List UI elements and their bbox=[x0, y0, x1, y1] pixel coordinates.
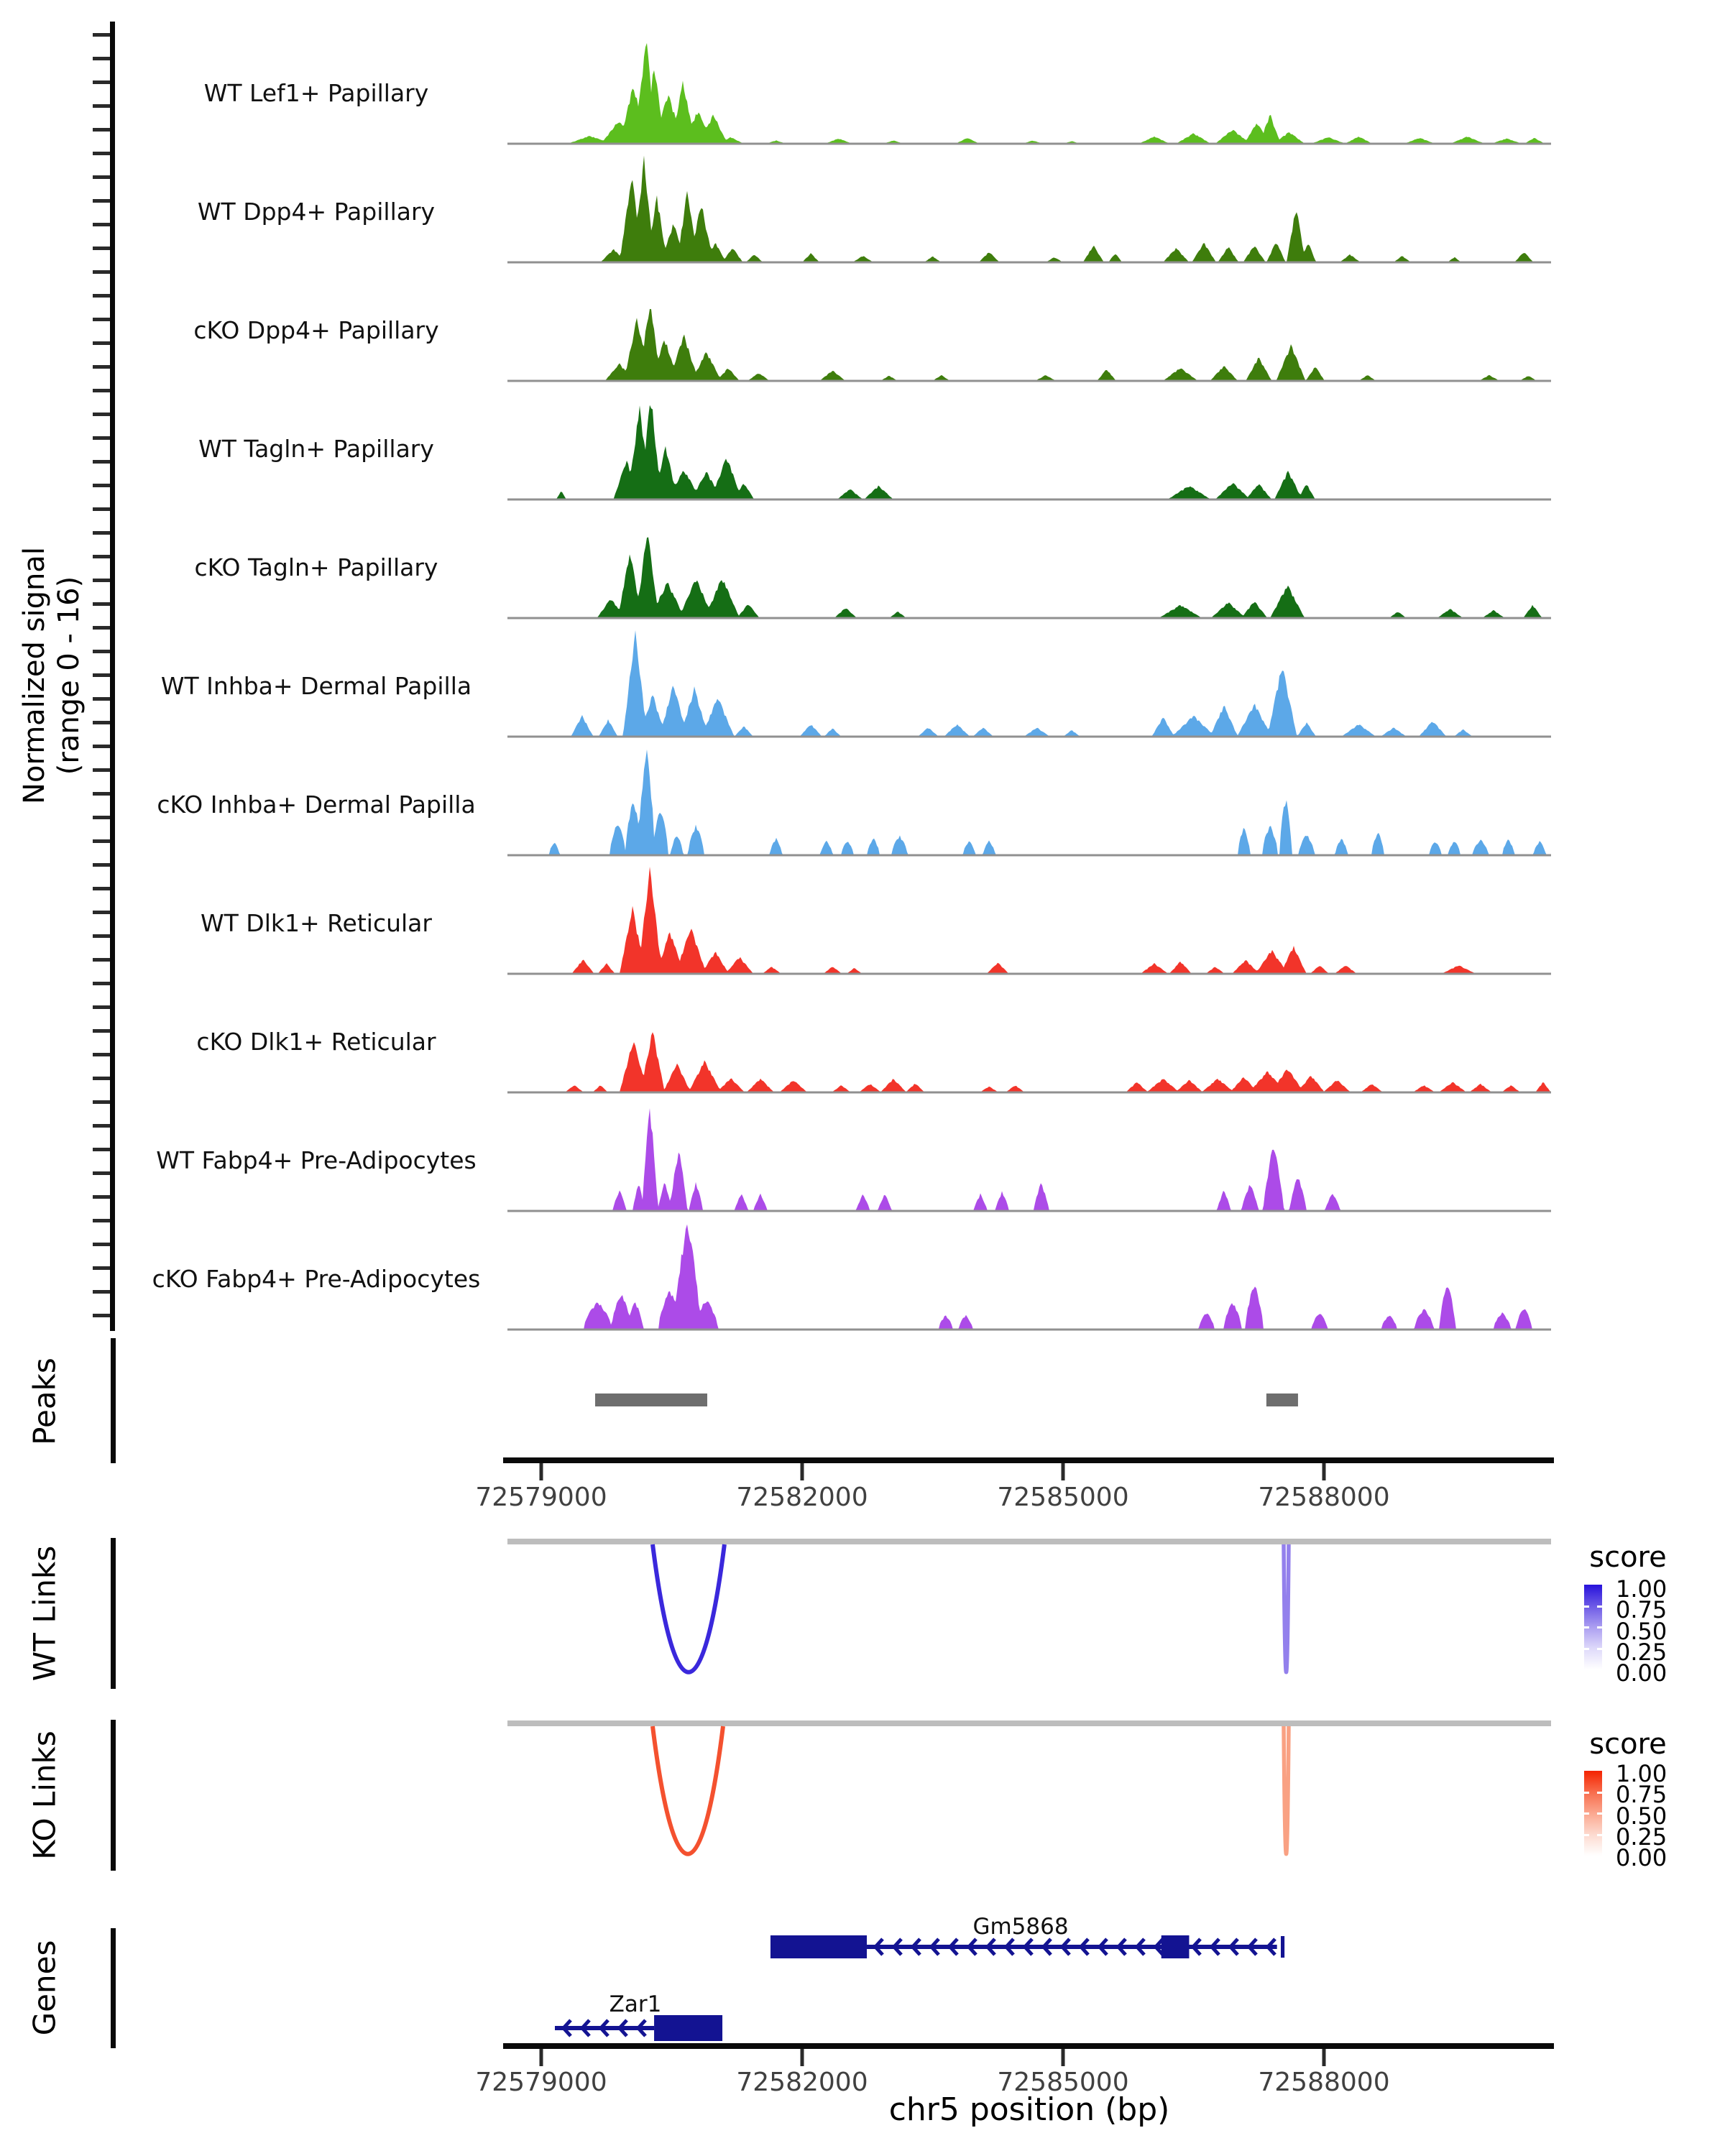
track-label-10: cKO Fabp4+ Pre-Adipocytes bbox=[152, 1265, 481, 1293]
y-axis-tick bbox=[93, 768, 110, 772]
coverage-area-track-8 bbox=[507, 1032, 1551, 1092]
y-axis-tick bbox=[93, 839, 110, 843]
y-axis-tick bbox=[93, 484, 110, 487]
coverage-area-track-5 bbox=[507, 630, 1551, 737]
wt-links-colorbar-tick bbox=[1597, 1626, 1602, 1628]
wt-links-baseline bbox=[507, 1539, 1551, 1544]
track-baseline-1 bbox=[507, 262, 1551, 264]
peaks-x-axis-line bbox=[503, 1457, 1554, 1463]
y-axis-tick bbox=[93, 341, 110, 345]
ko-links-colorbar-tick bbox=[1584, 1812, 1589, 1815]
y-axis-tick bbox=[93, 365, 110, 369]
peaks-x-axis-tick-label-2: 72585000 bbox=[997, 1483, 1129, 1512]
y-axis-tick bbox=[93, 602, 110, 606]
track-label-4: cKO Tagln+ Papillary bbox=[194, 553, 438, 581]
wt-links-colorbar-tick bbox=[1584, 1626, 1589, 1628]
track-baseline-0 bbox=[507, 143, 1551, 145]
wt-links-axis-bar bbox=[111, 1538, 116, 1689]
ko-links-colorbar-tick bbox=[1597, 1812, 1602, 1815]
genes-x-axis-tick-label-0: 72579000 bbox=[475, 2068, 607, 2097]
y-axis-tick bbox=[93, 389, 110, 392]
y-axis-tick bbox=[93, 911, 110, 914]
ko-links-arc-1 bbox=[1284, 1726, 1289, 1854]
peaks-x-axis-tick-3 bbox=[1322, 1463, 1326, 1480]
y-axis-tick bbox=[93, 792, 110, 796]
y-axis-tick bbox=[93, 1243, 110, 1246]
y-axis-tick bbox=[93, 1148, 110, 1151]
genes-x-axis-tick-2 bbox=[1062, 2049, 1065, 2066]
ko-links-legend-label-4: 0.00 bbox=[1616, 1844, 1668, 1871]
gene-label-zar1: Zar1 bbox=[609, 1991, 662, 2017]
ko-links-score-colorbar bbox=[1584, 1771, 1602, 1856]
gene-exon-Zar1-0 bbox=[654, 2015, 722, 2041]
y-axis-tick bbox=[93, 863, 110, 867]
wt-links-legend-label-4: 0.00 bbox=[1616, 1659, 1668, 1687]
wt-links-colorbar-tick bbox=[1597, 1648, 1602, 1650]
y-axis-tick bbox=[93, 982, 110, 985]
wt-links-legend-label-2: 0.50 bbox=[1616, 1618, 1668, 1645]
y-axis-tick bbox=[93, 1100, 110, 1104]
y-axis-label-line2: (range 0 - 16) bbox=[52, 576, 86, 775]
coverage-area-track-1 bbox=[507, 156, 1551, 263]
ko-links-legend-label-1: 0.75 bbox=[1616, 1781, 1668, 1808]
y-axis-tick bbox=[93, 1029, 110, 1033]
x-axis-label: chr5 position (bp) bbox=[888, 2091, 1170, 2128]
signal-y-axis-bar bbox=[110, 22, 115, 1331]
track-label-3: WT Tagln+ Papillary bbox=[198, 435, 434, 463]
wt-links-legend-title: score bbox=[1589, 1541, 1667, 1574]
track-label-0: WT Lef1+ Papillary bbox=[203, 79, 429, 107]
y-axis-tick bbox=[93, 318, 110, 321]
genes-axis-bar bbox=[111, 1928, 116, 2048]
wt-links-colorbar-tick bbox=[1597, 1606, 1602, 1608]
ko-links-legend-label-2: 0.50 bbox=[1616, 1802, 1668, 1830]
track-label-1: WT Dpp4+ Papillary bbox=[197, 198, 436, 226]
ko-links-axis-bar bbox=[111, 1720, 116, 1871]
y-axis-tick bbox=[93, 247, 110, 250]
section-label-genes: Genes bbox=[27, 1940, 63, 2036]
y-axis-label-line1: Normalized signal bbox=[18, 547, 51, 804]
gene-exon-Gm5868-0 bbox=[770, 1935, 867, 1958]
coverage-area-track-9 bbox=[507, 1108, 1551, 1211]
y-axis-tick bbox=[93, 294, 110, 298]
y-axis-tick bbox=[93, 697, 110, 701]
y-axis-tick bbox=[93, 33, 110, 37]
track-baseline-8 bbox=[507, 1092, 1551, 1094]
ko-links-colorbar-tick bbox=[1584, 1792, 1589, 1794]
y-axis-tick bbox=[93, 223, 110, 226]
y-axis-tick bbox=[93, 1077, 110, 1080]
wt-links-score-colorbar bbox=[1584, 1585, 1602, 1669]
y-axis-tick bbox=[93, 104, 110, 108]
y-axis-tick bbox=[93, 175, 110, 179]
ko-links-colorbar-tick bbox=[1597, 1834, 1602, 1836]
peaks-x-axis-tick-2 bbox=[1062, 1463, 1065, 1480]
y-axis-tick bbox=[93, 650, 110, 653]
ko-links-legend-label-0: 1.00 bbox=[1616, 1760, 1668, 1787]
y-axis-tick bbox=[93, 745, 110, 748]
track-baseline-2 bbox=[507, 380, 1551, 382]
y-axis-tick bbox=[93, 152, 110, 155]
y-axis-tick bbox=[93, 673, 110, 677]
y-axis-tick bbox=[93, 721, 110, 724]
y-axis-tick bbox=[93, 626, 110, 630]
ko-links-baseline bbox=[507, 1720, 1551, 1726]
y-axis-tick bbox=[93, 1266, 110, 1270]
section-label-wt-links: WT Links bbox=[27, 1545, 63, 1682]
wt-links-arc-1 bbox=[1284, 1544, 1289, 1672]
coverage-area-track-7 bbox=[507, 867, 1551, 974]
section-label-peaks: Peaks bbox=[27, 1358, 63, 1445]
peak-region-1 bbox=[1266, 1393, 1298, 1406]
coverage-area-track-6 bbox=[507, 750, 1551, 855]
genes-x-axis-tick-1 bbox=[801, 2049, 804, 2066]
track-baseline-5 bbox=[507, 736, 1551, 738]
gene-label-gm5868: Gm5868 bbox=[972, 1914, 1069, 1940]
track-label-2: cKO Dpp4+ Papillary bbox=[193, 316, 439, 344]
y-axis-tick bbox=[93, 1195, 110, 1199]
ko-links-legend-title: score bbox=[1589, 1728, 1667, 1761]
genes-x-axis-tick-0 bbox=[540, 2049, 543, 2066]
y-axis-tick bbox=[93, 1171, 110, 1175]
y-axis-tick bbox=[93, 199, 110, 203]
y-axis-tick bbox=[93, 128, 110, 132]
y-axis-tick bbox=[93, 579, 110, 582]
wt-links-legend-label-1: 0.75 bbox=[1616, 1596, 1668, 1623]
y-axis-tick bbox=[93, 460, 110, 464]
track-baseline-9 bbox=[507, 1210, 1551, 1212]
genes-x-axis-tick-label-3: 72588000 bbox=[1258, 2068, 1390, 2097]
peaks-x-axis-tick-1 bbox=[801, 1463, 804, 1480]
coverage-area-track-0 bbox=[507, 43, 1551, 144]
peaks-x-axis-tick-label-3: 72588000 bbox=[1258, 1483, 1390, 1512]
genes-x-axis-tick-label-2: 72585000 bbox=[997, 2068, 1129, 2097]
track-label-9: WT Fabp4+ Pre-Adipocytes bbox=[156, 1146, 477, 1174]
track-baseline-4 bbox=[507, 617, 1551, 619]
y-axis-tick bbox=[93, 816, 110, 819]
wt-links-arc-0 bbox=[653, 1544, 724, 1672]
y-axis-tick bbox=[93, 958, 110, 962]
y-axis-tick bbox=[93, 934, 110, 938]
y-axis-tick bbox=[93, 887, 110, 890]
peak-region-0 bbox=[595, 1393, 707, 1406]
y-axis-tick bbox=[93, 1290, 110, 1294]
coverage-area-track-10 bbox=[507, 1225, 1551, 1330]
peaks-x-axis-tick-0 bbox=[540, 1463, 543, 1480]
track-label-5: WT Inhba+ Dermal Papilla bbox=[160, 672, 472, 700]
coverage-area-track-3 bbox=[507, 405, 1551, 499]
peaks-x-axis-tick-label-0: 72579000 bbox=[475, 1483, 607, 1512]
wt-links-legend-label-3: 0.25 bbox=[1616, 1639, 1668, 1666]
section-label-ko-links: KO Links bbox=[27, 1731, 63, 1860]
peaks-axis-bar bbox=[111, 1338, 116, 1463]
wt-links-colorbar-tick bbox=[1584, 1606, 1589, 1608]
y-axis-tick bbox=[93, 1124, 110, 1128]
track-label-6: cKO Inhba+ Dermal Papilla bbox=[157, 791, 476, 819]
y-axis-tick bbox=[93, 80, 110, 84]
y-axis-tick bbox=[93, 1314, 110, 1317]
track-baseline-7 bbox=[507, 973, 1551, 975]
y-axis-label bbox=[17, 547, 86, 804]
peaks-x-axis-tick-label-1: 72582000 bbox=[736, 1483, 868, 1512]
y-axis-tick bbox=[93, 507, 110, 511]
y-axis-tick bbox=[93, 436, 110, 440]
track-label-8: cKO Dlk1+ Reticular bbox=[196, 1028, 436, 1056]
track-label-7: WT Dlk1+ Reticular bbox=[201, 909, 432, 937]
coverage-area-track-2 bbox=[507, 309, 1551, 381]
ko-links-arc-0 bbox=[653, 1726, 723, 1854]
ko-links-legend-label-3: 0.25 bbox=[1616, 1823, 1668, 1851]
ko-links-colorbar-tick bbox=[1584, 1834, 1589, 1836]
gene-end-box-Gm5868 bbox=[1281, 1936, 1284, 1958]
y-axis-tick bbox=[93, 1053, 110, 1056]
wt-links-colorbar-tick bbox=[1584, 1648, 1589, 1650]
y-axis-tick bbox=[93, 270, 110, 274]
gene-exon-Gm5868-1 bbox=[1162, 1935, 1190, 1958]
ko-links-colorbar-tick bbox=[1597, 1792, 1602, 1794]
y-axis-tick bbox=[93, 413, 110, 416]
track-baseline-10 bbox=[507, 1329, 1551, 1331]
y-axis-tick bbox=[93, 57, 110, 60]
y-axis-tick bbox=[93, 1005, 110, 1009]
coverage-area-track-4 bbox=[507, 538, 1551, 619]
track-baseline-6 bbox=[507, 854, 1551, 857]
track-baseline-3 bbox=[507, 499, 1551, 501]
y-axis-tick bbox=[93, 1219, 110, 1222]
genes-x-axis-tick-3 bbox=[1322, 2049, 1326, 2066]
genes-x-axis-line bbox=[503, 2043, 1554, 2049]
y-axis-tick bbox=[93, 531, 110, 535]
y-axis-tick bbox=[93, 555, 110, 558]
genes-x-axis-tick-label-1: 72582000 bbox=[736, 2068, 868, 2097]
wt-links-legend-label-0: 1.00 bbox=[1616, 1575, 1668, 1603]
